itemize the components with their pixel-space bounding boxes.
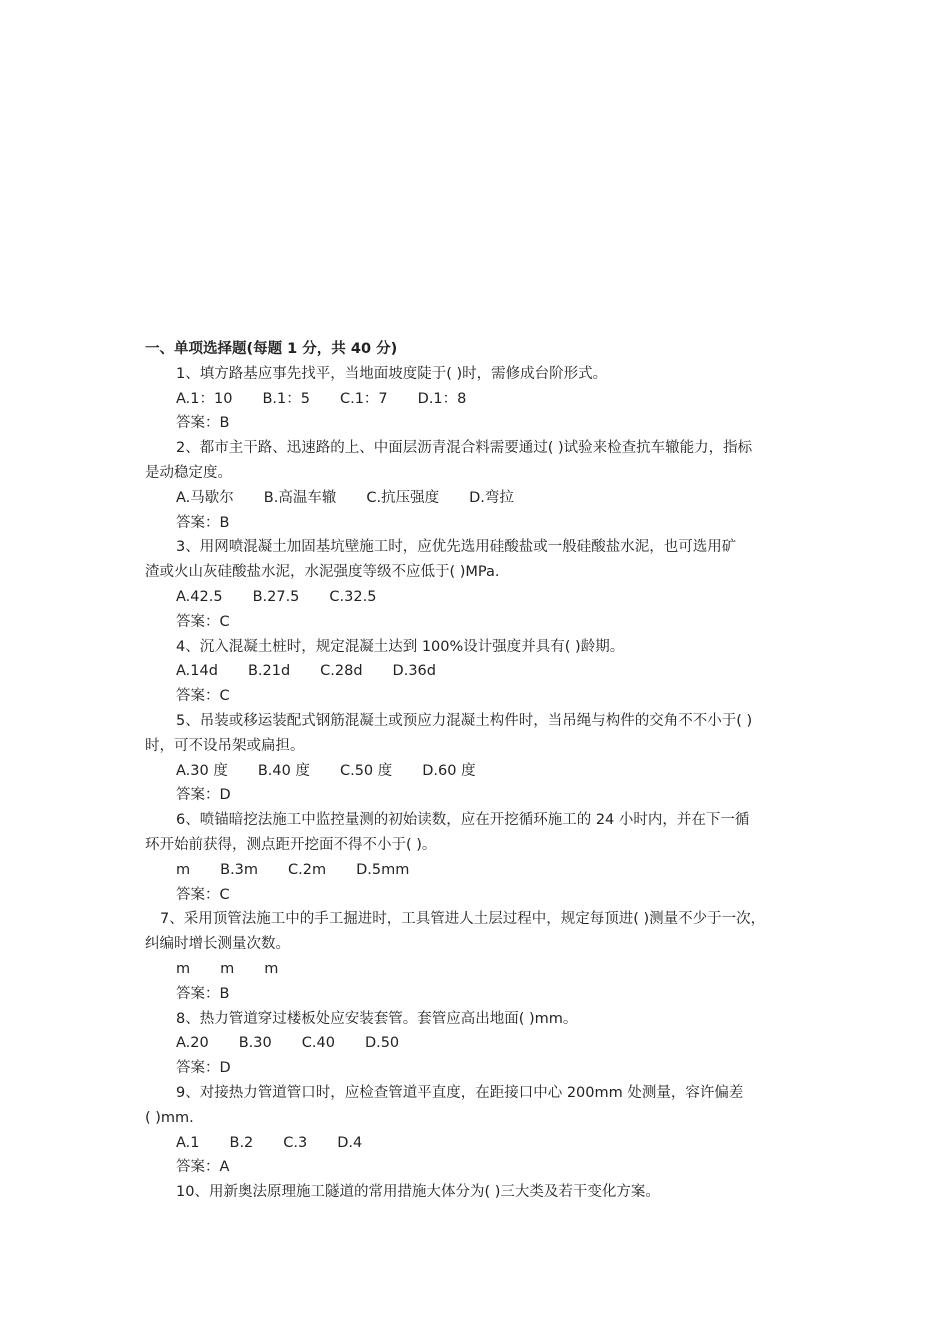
option-b: B.高温车辙 (263, 489, 337, 506)
question-5-options (145, 759, 817, 784)
question-1-answer: 答案：B (176, 415, 230, 432)
option-b: B.2 (229, 1134, 254, 1151)
question-6-options (145, 858, 817, 883)
question-5-answer: 答案：D (176, 787, 231, 804)
section-title: 一、单项选择题(每题 1 分，共 40 分) (145, 341, 398, 357)
option-a: A.1：10 (176, 390, 233, 407)
option-c: C.1：7 (339, 390, 388, 407)
question-9-answer: 答案：A (176, 1159, 230, 1176)
question-4-options (145, 659, 817, 684)
question-6-answer: 答案：C (176, 886, 230, 903)
option-a: A.1 (176, 1134, 200, 1151)
question-2-text-line2: 是动稳定度。 (145, 464, 232, 481)
option-d: D.弯拉 (469, 489, 514, 506)
option-c: m (264, 960, 279, 977)
question-3-text-line1: 3、用网喷混凝土加固基坑壁施工时，应优先选用硅酸盐或一般硅酸盐水泥，也可选用矿 (176, 539, 737, 556)
question-3-options (145, 585, 817, 610)
option-a: A.42.5 (176, 588, 223, 605)
question-9-options (145, 1131, 817, 1156)
option-b: B.30 (238, 1035, 272, 1052)
question-8-options (145, 1031, 817, 1056)
question-9-text-line1: 9、对接热力管道管口时，应检查管道平直度，在距接口中心 200mm 处测量，容许偏差 (176, 1084, 744, 1101)
question-7-text-line1: 7、采用顶管法施工中的手工掘进时，工具管进人土层过程中，规定每顶进( )测量不少于一次， (160, 911, 766, 928)
question-2-answer: 答案：B (176, 514, 230, 531)
question-3-answer: 答案：C (176, 613, 230, 630)
question-2-text-line1: 2、都市主干路、迅速路的上、中面层沥青混合料需要通过( )试验来检查抗车辙能力，指标 (176, 440, 753, 457)
question-7-text-line2: 纠编时增长测量次数。 (145, 936, 290, 953)
option-b: B.27.5 (252, 588, 300, 605)
option-c: C.40 (301, 1035, 335, 1052)
question-8-text: 8、热力管道穿过楼板处应安装套管。套管应高出地面( )mm。 (176, 1010, 578, 1027)
option-a: m (176, 861, 191, 878)
option-c: C.抗压强度 (366, 489, 440, 506)
option-c: C.32.5 (329, 588, 377, 605)
option-c: C.2m (288, 861, 327, 878)
question-5-text-line1: 5、吊装或移运装配式钢筋混凝土或预应力混凝土构件时，当吊绳与构件的交角不不小于( ) (176, 712, 753, 729)
question-6-text-line1: 6、喷锚暗挖法施工中监控量测的初始读数，应在开挖循环施工的 24 小时内，并在下一循 (176, 812, 750, 829)
question-8-answer: 答案：D (176, 1060, 231, 1077)
option-c: C.28d (320, 663, 363, 680)
option-a: A.14d (176, 663, 218, 680)
option-c: C.3 (283, 1134, 308, 1151)
question-3-text-line2: 渣或火山灰硅酸盐水泥，水泥强度等级不应低于( )MPa. (145, 564, 500, 581)
question-6-text-line2: 环开始前获得，测点距开挖面不得不小于( )。 (145, 836, 437, 853)
option-d: D.36d (392, 663, 436, 680)
question-2-options (145, 486, 817, 511)
option-d: D.4 (337, 1134, 363, 1151)
question-10-text: 10、用新奥法原理施工隧道的常用措施大体分为( )三大类及若干变化方案。 (176, 1184, 660, 1201)
option-d: D.1：8 (417, 390, 467, 407)
question-9-text-line2: ( )mm. (145, 1109, 194, 1126)
option-d: D.5mm (356, 861, 410, 878)
option-d: D.50 (364, 1035, 400, 1052)
option-b: B.3m (220, 861, 259, 878)
option-c: C.50 度 (339, 762, 393, 779)
option-a: A.马歇尔 (176, 489, 234, 506)
question-4-text: 4、沉入混凝土桩时，规定混凝土达到 100%设计强度并具有( )龄期。 (176, 638, 625, 655)
question-7-options (145, 957, 817, 982)
option-a: A.20 (176, 1035, 209, 1052)
option-d: D.60 度 (422, 762, 476, 779)
question-7-answer: 答案：B (176, 985, 230, 1002)
option-b: m (220, 960, 235, 977)
option-a: A.30 度 (176, 762, 228, 779)
question-4-answer: 答案：C (176, 688, 230, 705)
question-1-text: 1、填方路基应事先找平，当地面坡度陡于( )时，需修成台阶形式。 (176, 365, 608, 382)
question-1-options (145, 387, 817, 412)
option-b: B.21d (247, 663, 291, 680)
option-b: B.1：5 (262, 390, 310, 407)
exam-content (145, 337, 817, 1205)
option-b: B.40 度 (257, 762, 310, 779)
question-5-text-line2: 时，可不设吊架或扁担。 (145, 737, 305, 754)
option-a: m (176, 960, 191, 977)
